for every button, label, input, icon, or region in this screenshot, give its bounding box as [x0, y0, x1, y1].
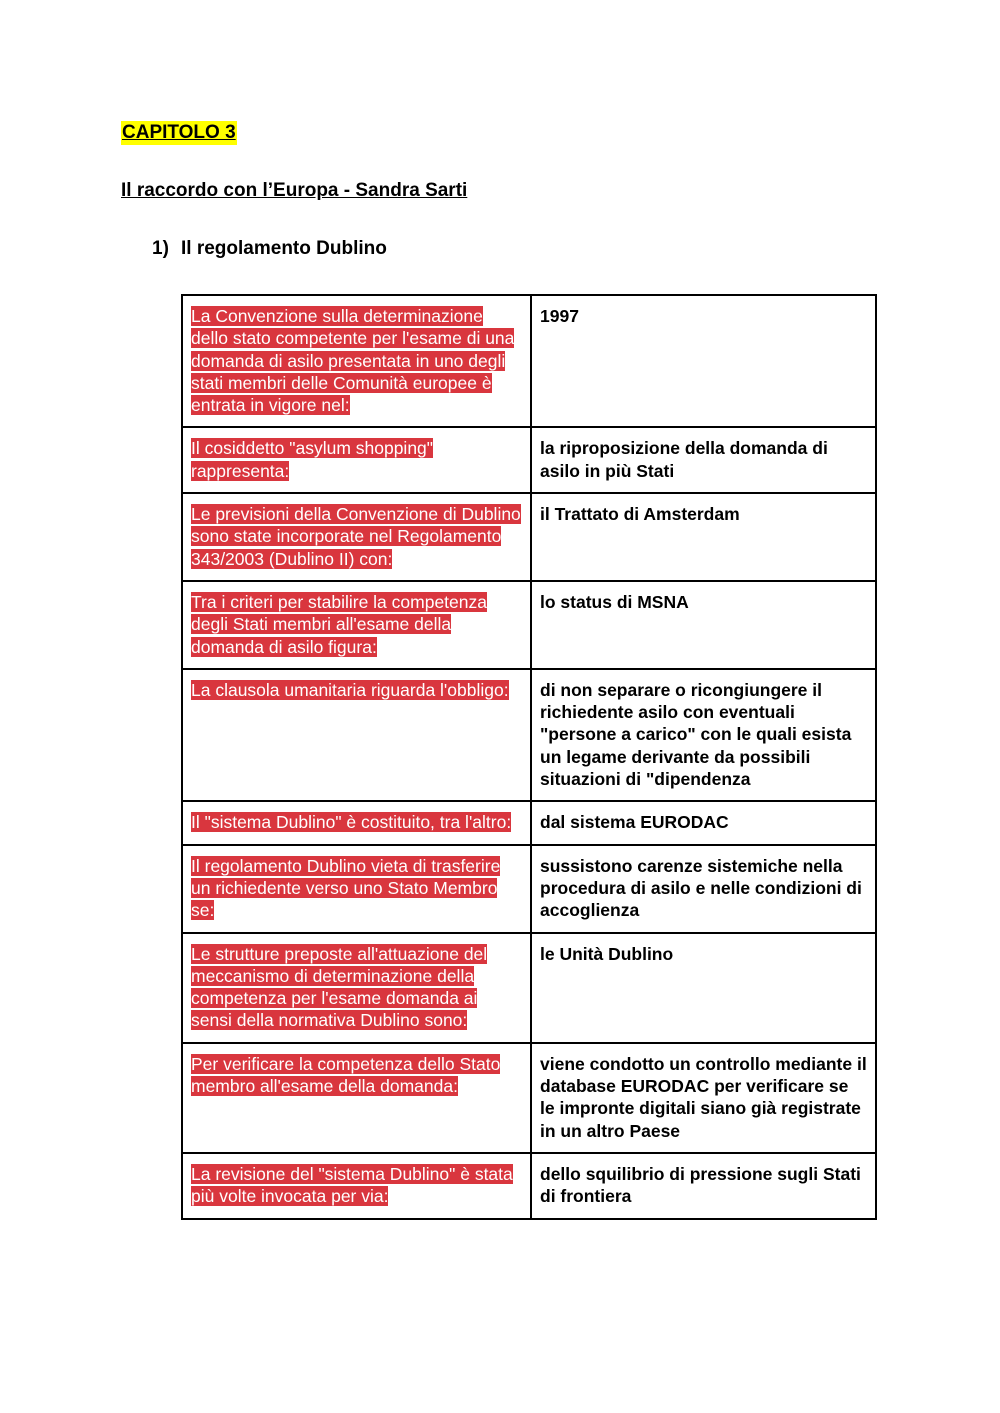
question-text: La Convenzione sulla determinazione dello stato competente per l'esame di una domanda di asilo presentata in uno degli stati membri delle Comunità europee è entrata in vigore nel:	[191, 306, 515, 416]
question-cell	[182, 845, 531, 933]
answer-cell	[531, 669, 876, 801]
table-row	[182, 669, 876, 801]
answer-cell	[531, 295, 876, 427]
answer-cell	[531, 1043, 876, 1153]
answer-text: le Unità Dublino	[540, 943, 674, 964]
table-row	[182, 295, 876, 427]
table-row	[182, 801, 876, 844]
question-cell	[182, 933, 531, 1043]
answer-cell	[531, 581, 876, 669]
question-text: Il cosiddetto "asylum shopping" rappresenta:	[191, 438, 434, 481]
answer-cell	[531, 493, 876, 581]
question-cell	[182, 427, 531, 493]
table-row	[182, 1043, 876, 1153]
answer-text: dal sistema EURODAC	[540, 812, 729, 833]
question-text: Il "sistema Dublino" è costituito, tra l'altro:	[191, 812, 512, 833]
table-row	[182, 933, 876, 1043]
answer-text: lo status di MSNA	[540, 591, 689, 612]
answer-text: viene condotto un controllo mediante il database EURODAC per verificare se le impronte digitali siano già registrate in un altro Paese	[540, 1053, 867, 1141]
question-cell	[182, 581, 531, 669]
table-row	[182, 1153, 876, 1219]
question-text: Per verificare la competenza dello Stato membro all'esame della domanda:	[191, 1053, 501, 1097]
question-text: La revisione del "sistema Dublino" è stata più volte invocata per via:	[191, 1163, 513, 1207]
question-text: Le previsioni della Convenzione di Dublino sono state incorporate nel Regolamento 343/2003 (Dublino II) con:	[191, 504, 521, 569]
question-answer-table	[181, 294, 877, 1220]
question-cell	[182, 493, 531, 581]
question-cell	[182, 1153, 531, 1219]
chapter-subtitle: Il raccordo con l’Europa - Sandra Sarti	[121, 180, 468, 201]
question-cell	[182, 669, 531, 801]
answer-text: sussistono carenze sistemiche nella procedura di asilo e nelle condizioni di accoglienza	[540, 855, 862, 921]
table-row	[182, 845, 876, 933]
question-text: La clausola umanitaria riguarda l'obbligo:	[191, 679, 509, 700]
answer-cell	[531, 845, 876, 933]
question-cell	[182, 1043, 531, 1153]
answer-cell	[531, 1153, 876, 1219]
table-row	[182, 493, 876, 581]
table-row	[182, 581, 876, 669]
question-cell	[182, 801, 531, 844]
question-text: Tra i criteri per stabilire la competenza degli Stati membri all'esame della domanda di asilo figura:	[191, 591, 487, 657]
answer-text: la riproposizione della domanda di asilo in più Stati	[540, 438, 828, 481]
section-heading	[152, 237, 387, 261]
answer-text: dello squilibrio di pressione sugli Stati di frontiera	[540, 1163, 861, 1207]
table-row	[182, 427, 876, 493]
question-cell	[182, 295, 531, 427]
answer-text: 1997	[540, 306, 579, 326]
question-text: Il regolamento Dublino vieta di trasferire un richiedente verso uno Stato Membro se:	[191, 855, 501, 921]
chapter-heading: CAPITOLO 3	[122, 122, 236, 143]
question-text: Le strutture preposte all'attuazione del meccanismo di determinazione della competenza per l'esame domanda ai sensi della normativa Dublino sono:	[191, 943, 488, 1031]
answer-text: il Trattato di Amsterdam	[540, 504, 740, 525]
answer-cell	[531, 933, 876, 1043]
section-title: Il regolamento Dublino	[181, 238, 387, 259]
answer-cell	[531, 801, 876, 844]
answer-text: di non separare o ricongiungere il richiedente asilo con eventuali "persone a carico" con le quali esista un legame derivante da possibili situazioni di "dipendenza	[540, 679, 852, 790]
section-number: 1)	[152, 238, 169, 259]
answer-cell	[531, 427, 876, 493]
